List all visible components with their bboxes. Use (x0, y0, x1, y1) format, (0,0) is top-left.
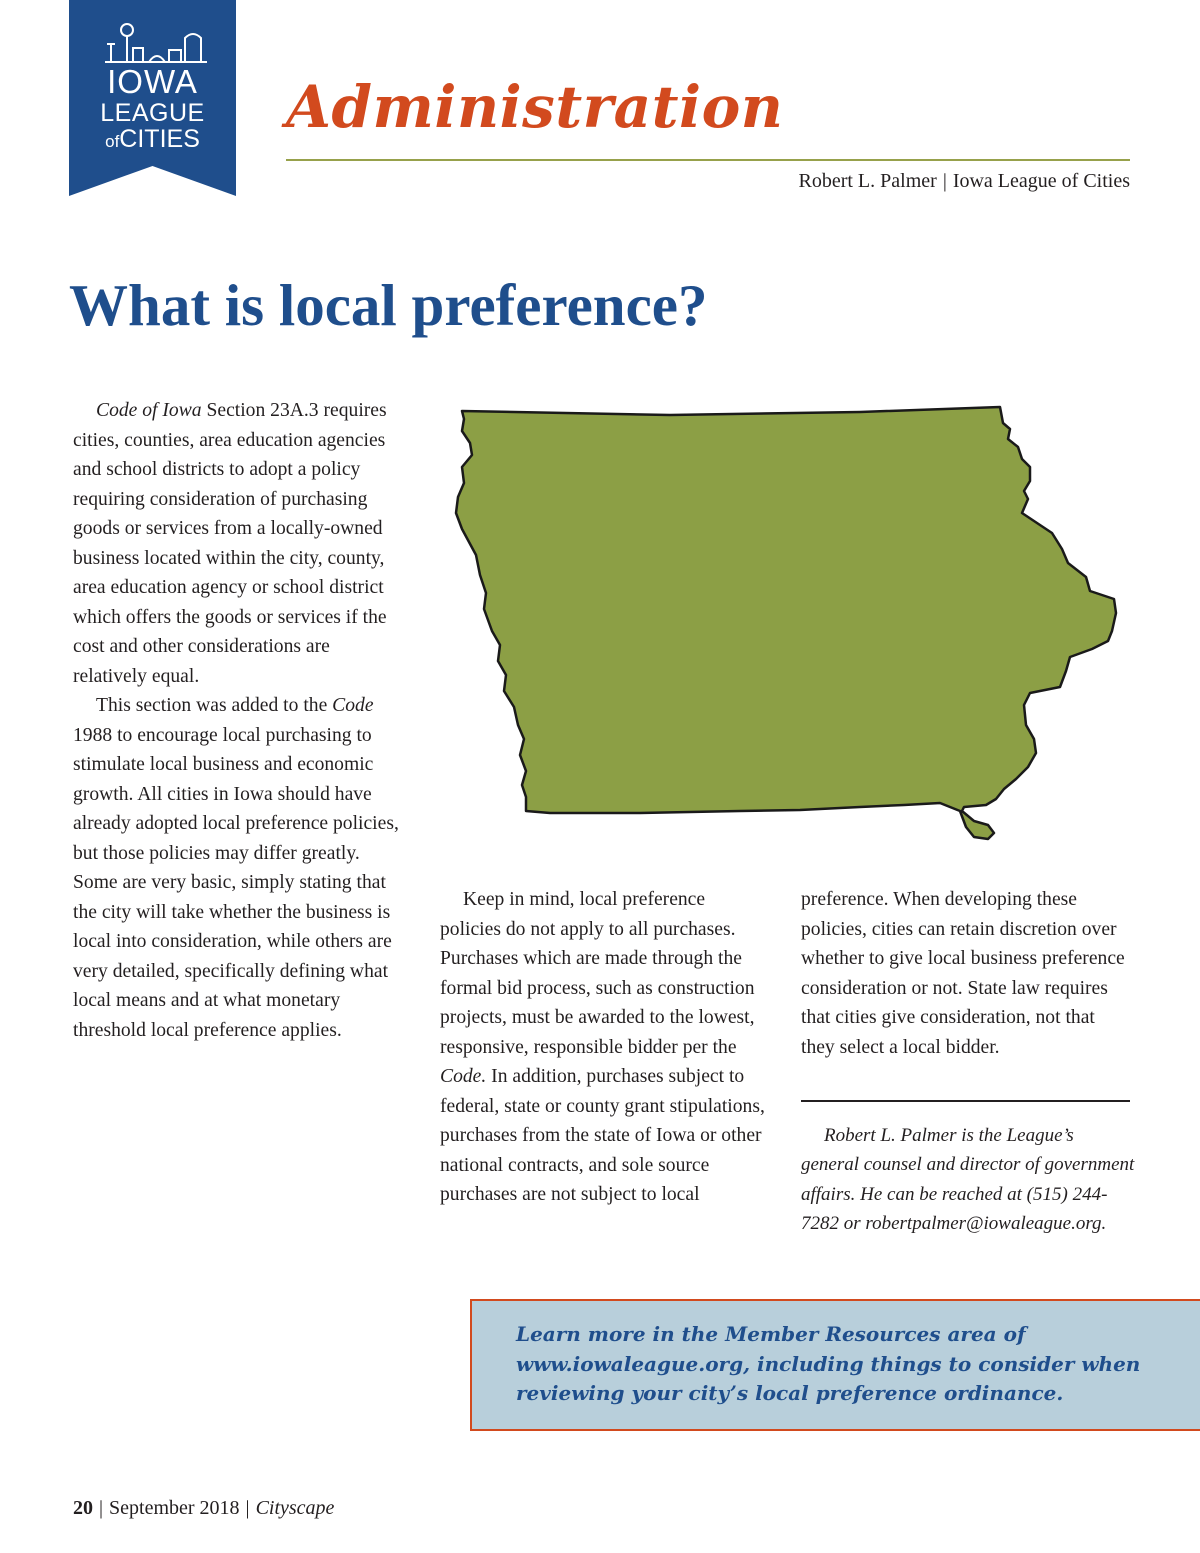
byline-separator: | (942, 170, 947, 192)
paragraph-2-text-b: 1988 to encourage local purchasing to stimulate local business and economic growth. All cities in Iowa should have already adopted local preference policies, but those policies may differ greatly. Some are very basic, simply stating that the city will take whether the business is local into consideration, while others are very detailed, specifically defining what local means and at what monetary threshold local preference applies. (73, 724, 399, 1041)
article-headline: What is local preference? (69, 272, 708, 338)
footer-separator-1: | (99, 1497, 104, 1519)
section-title: Administration (286, 73, 784, 141)
member-resources-callout (470, 1299, 1200, 1431)
paragraph-3-text-a: Keep in mind, local preference policies do not apply to all purchases. Purchases which are made through the formal bid process, such as construction projects, must be awarded to the lowest, responsive, responsible bidder per the (440, 889, 755, 1058)
callout-text: Learn more in the Member Resources area of www.iowaleague.org, including things to consider when reviewing your city’s local preference ordinance. (516, 1322, 1141, 1405)
byline (799, 170, 1131, 193)
code-ref: Code (332, 695, 374, 716)
paragraph-2-text-a: This section was added to the (96, 695, 333, 716)
paragraph-1 (73, 396, 403, 691)
bio-divider (801, 1100, 1130, 1102)
logo-text-of-cities: ofCITIES (105, 125, 200, 153)
article-column-3 (801, 885, 1131, 1062)
logo-banner-shape (69, 0, 236, 196)
logo-text-iowa: IOWA (107, 63, 198, 100)
iowa-state-map-icon (440, 395, 1130, 855)
paragraph-2 (73, 691, 403, 1045)
magazine-name: Cityscape (255, 1497, 335, 1519)
paragraph-1-text: Section 23A.3 requires cities, counties, area education agencies and school districts to adopt a policy requiring consideration of purchasing goods or services from a locally-owned business located within the city, county, area education agency or school district which offers the goods or services if the cost and other considerations are relatively equal. (73, 400, 387, 687)
author-bio-text: Robert L. Palmer is the League’s general counsel and director of government affairs. He can be reached at (515) 244-7282 or robertpalmer@iowaleague.org. (801, 1125, 1135, 1234)
code-of-iowa-ref: Code of Iowa (96, 400, 202, 421)
code-ref-2: Code. (440, 1066, 487, 1087)
paragraph-3 (440, 885, 770, 1210)
author-bio (801, 1121, 1136, 1238)
page-footer (73, 1497, 334, 1520)
title-divider (286, 159, 1130, 161)
paragraph-3-text-b: In addition, purchases subject to federal, state or county grant stipulations, purchases from the state of Iowa or other national contracts, and sole source purchases are not subject to local (440, 1066, 765, 1205)
article-column-1 (73, 396, 403, 1045)
footer-date: September 2018 (109, 1497, 240, 1519)
iowa-league-logo-banner (69, 0, 236, 196)
article-column-2 (440, 885, 770, 1210)
paragraph-4: preference. When developing these policies, cities can retain discretion over whether to give local business preference consideration or not. State law requires that cities give consideration, not that they select a local bidder. (801, 889, 1125, 1058)
page-number: 20 (73, 1497, 93, 1519)
footer-separator-2: | (245, 1497, 250, 1519)
logo-text-league: LEAGUE (100, 99, 205, 127)
byline-author: Robert L. Palmer (798, 170, 937, 192)
iowa-state-shape (456, 407, 1116, 839)
byline-organization: Iowa League of Cities (952, 170, 1130, 192)
